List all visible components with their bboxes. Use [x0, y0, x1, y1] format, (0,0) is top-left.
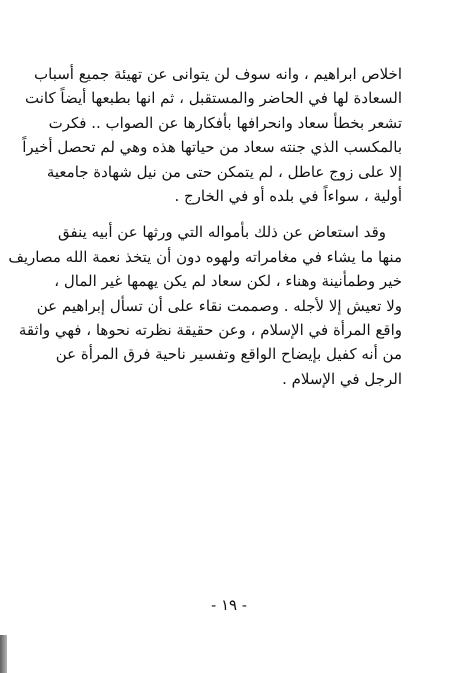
text-line: اخلاص ابراهيم ، وانه سوف لن يتوانى عن تهيئة جميع أسباب: [34, 65, 402, 83]
paragraph-1: [22, 62, 402, 208]
paragraph-2: [8, 220, 402, 391]
page-number: - ١٩ -: [211, 596, 247, 614]
text-line: واقع المرأة في الإسلام ، وعن حقيقة نظرته نحوها ، فهي واثقة: [18, 321, 402, 340]
text-line: وقد استعاض عن ذلك بأمواله التي ورثها عن أبيه ينفق: [58, 223, 386, 242]
text-line: خير وطمأنينة وهناء ، لكن سعاد لم يكن يهمها غير المال ،: [54, 272, 402, 291]
text-line: بالمكسب الذي جنته سعاد من حياتها هذه وهي لم تحصل أخيراً: [22, 138, 402, 157]
text-line: من أنه كفيل بإيضاح الواقع وتفسير ناحية فرق المرأة عن: [55, 345, 402, 364]
text-line: ولا تعيش إلا لأجله . وصممت نقاء على أن تسأل إبراهيم عن: [36, 296, 402, 315]
scan-edge-shadow: [0, 635, 7, 673]
text-line: الرجل في الإسلام .: [282, 369, 402, 388]
text-line: منها ما يشاء في مغامراته ولهوه دون أن يتخذ نعمة الله مصاريف: [8, 247, 402, 266]
text-line: أولية ، سواءاً في بلده أو في الخارج .: [174, 187, 402, 206]
text-line: إلا على زوج عاطل ، لم يتمكن حتى من نيل شهادة جامعية: [46, 162, 402, 181]
text-line: تشعر بخطأ سعاد وانحرافها بأفكارها عن الصواب .. فكرت: [48, 113, 402, 132]
text-line: السعادة لها في الحاضر والمستقبل ، ثم انها بطبعها أيضاً كانت: [25, 89, 402, 108]
body-text: [8, 62, 402, 391]
